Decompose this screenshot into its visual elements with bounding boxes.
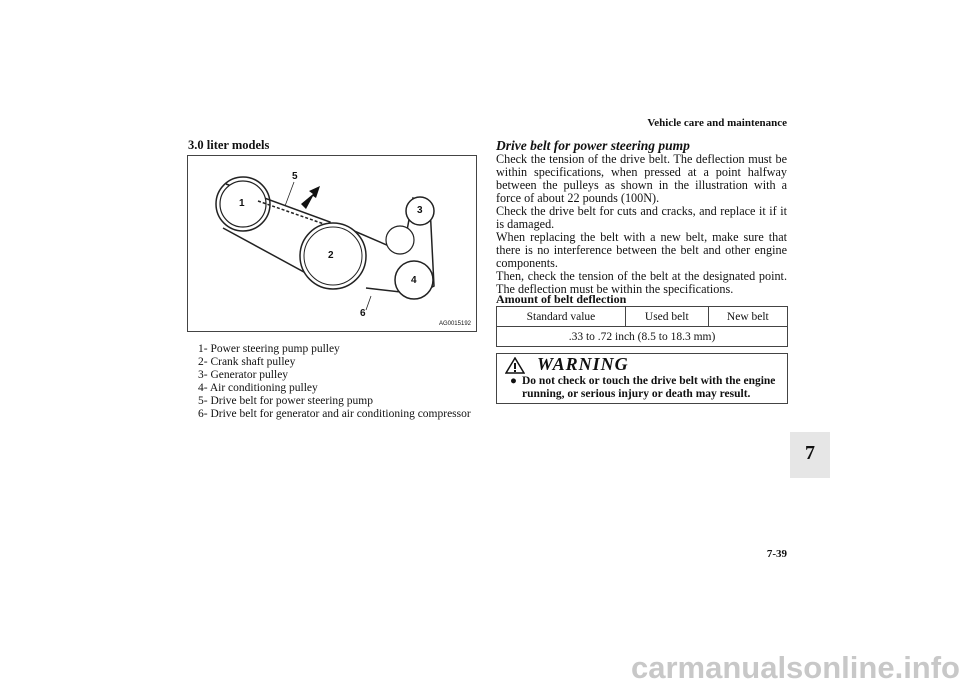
table-row xyxy=(497,327,788,347)
section-heading: 3.0 liter models xyxy=(188,138,270,152)
legend-item: 3- Generator pulley xyxy=(198,369,289,381)
watermark: carmanualsonline.info xyxy=(630,650,960,685)
belt-diagram-figure xyxy=(187,155,477,332)
warning-triangle-icon xyxy=(505,357,525,374)
legend-item: 5- Drive belt for power steering pump xyxy=(198,395,374,407)
figure-label-3: 3 xyxy=(417,205,423,216)
figure-label-5: 5 xyxy=(292,171,298,182)
legend-item: 4- Air conditioning pulley xyxy=(198,382,318,394)
figure-label-2: 2 xyxy=(328,250,334,261)
figure-legend xyxy=(198,343,471,421)
warning-title: WARNING xyxy=(537,354,629,374)
label-5-leader xyxy=(285,182,294,206)
body-paragraph: When replacing the belt with a new belt, make sure that there is no interference between the belt and other engine components. xyxy=(496,230,787,270)
deflection-heading: Amount of belt deflection xyxy=(496,292,627,306)
table-header-cell: New belt xyxy=(708,307,787,327)
table-header-cell: Standard value xyxy=(497,307,626,327)
warning-text xyxy=(510,375,780,401)
idler-pulley xyxy=(386,226,414,254)
table-value-cell: .33 to .72 inch (8.5 to 18.3 mm) xyxy=(497,327,788,347)
figure-code: AG0015192 xyxy=(438,321,471,327)
body-paragraph: Check the drive belt for cuts and cracks, and replace it if it is damaged. xyxy=(496,204,787,231)
figure-label-1: 1 xyxy=(239,198,245,209)
body-paragraph: Check the tension of the drive belt. The deflection must be within specifications, when pressed at a point halfway between the pulleys as shown in the illustration with a force of about 22 pounds (100N). xyxy=(496,152,787,205)
warning-box xyxy=(496,353,788,404)
header-title: Vehicle care and maintenance xyxy=(647,117,787,129)
warning-message: Do not check or touch the drive belt with the engine running, or serious injury or death may result. xyxy=(522,375,776,400)
legend-item: 6- Drive belt for generator and air conditioning compressor xyxy=(198,408,471,420)
table-header-cell: Used belt xyxy=(625,307,708,327)
body-paragraph: Then, check the tension of the belt at the designated point. The deflection must be within the specifications. xyxy=(496,269,787,296)
belt-section-heading: Drive belt for power steering pump xyxy=(496,138,690,153)
chapter-number: 7 xyxy=(805,442,815,464)
bullet-icon: ● xyxy=(510,375,517,387)
push-arrow-icon xyxy=(301,186,320,209)
legend-item: 1- Power steering pump pulley xyxy=(198,343,340,355)
deflection-table xyxy=(496,306,788,347)
belt-diagram-svg xyxy=(188,156,478,333)
label-6-leader xyxy=(366,296,371,310)
chapter-tab xyxy=(790,432,830,478)
legend-item: 2- Crank shaft pulley xyxy=(198,356,296,368)
belt-section-body xyxy=(496,153,787,296)
page-number: 7-39 xyxy=(766,548,787,560)
table-header-row xyxy=(497,307,788,327)
figure-label-6: 6 xyxy=(360,308,366,319)
figure-label-4: 4 xyxy=(411,275,417,286)
